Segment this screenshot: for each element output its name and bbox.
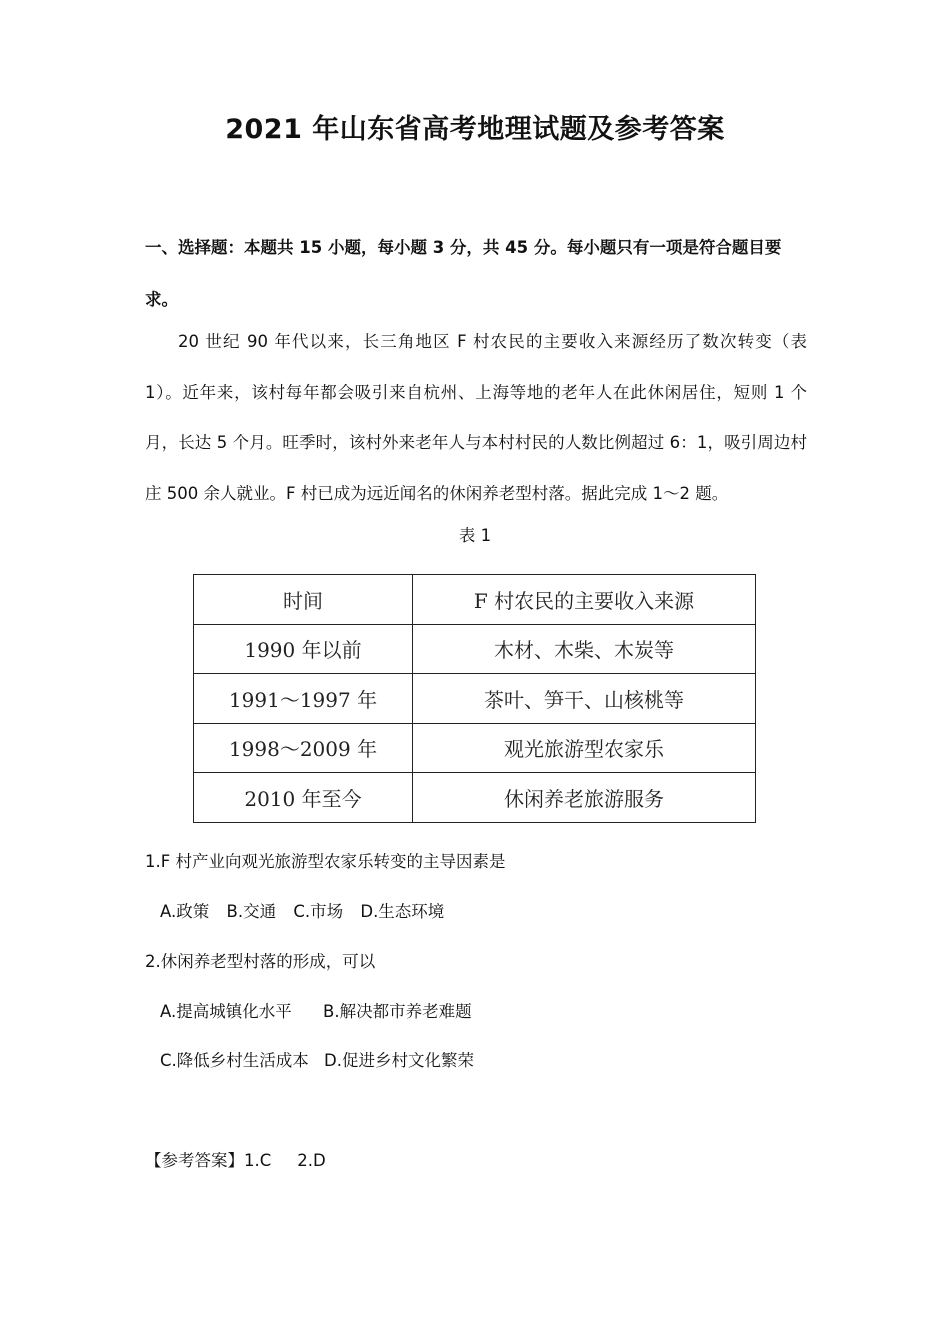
question-1-option-c: C.市场 — [293, 902, 344, 921]
question-2-options-line-2 — [160, 1047, 474, 1071]
intro-paragraph: 20 世纪 90 年代以来，长三角地区 F 村农民的主要收入来源经历了数次转变（表 1）。近年来，该村每年都会吸引来自杭州、上海等地的老年人在此休闲居住，短则 1 个月，长达 5 个月。旺季时，该村外来老年人与本村村民的人数比例超过 6：1，吸引周边村庄 500 余人就业。F 村已成为远近闻名的休闲养老型村落。据此完成 1～2 题。 — [145, 332, 807, 503]
question-1-option-a: A.政策 — [160, 902, 210, 921]
section-heading: 一、选择题：本题共 15 小题，每小题 3 分，共 45 分。每小题只有一项是符合题目要求。 — [145, 238, 782, 309]
table-cell-income-source: 木材、木柴、木炭等 — [413, 624, 756, 674]
question-1-option-d: D.生态环境 — [360, 902, 445, 921]
page-title: 2021 年山东省高考地理试题及参考答案 — [225, 114, 725, 145]
question-1-stem: 1.F 村产业向观光旅游型农家乐转变的主导因素是 — [145, 852, 506, 871]
question-2-option-c: C.降低乡村生活成本 — [160, 1051, 309, 1070]
question-2-option-b: B.解决都市养老难题 — [323, 1002, 472, 1021]
answer-key-label: 【参考答案】 — [145, 1151, 244, 1170]
question-2-option-d: D.促进乡村文化繁荣 — [324, 1051, 474, 1070]
table-caption: 表 1 — [458, 526, 492, 545]
answer-1: 1.C — [244, 1151, 272, 1170]
answer-key — [145, 1147, 326, 1171]
table-cell-income-source: 休闲养老旅游服务 — [413, 773, 756, 823]
question-1-options — [160, 898, 444, 922]
table-row — [194, 674, 756, 724]
table-header-row — [194, 575, 756, 625]
table-cell-income-source: 茶叶、笋干、山核桃等 — [413, 674, 756, 724]
table-cell-time: 1990 年以前 — [194, 624, 413, 674]
question-1-option-b: B.交通 — [226, 902, 277, 921]
table-cell-income-source: 观光旅游型农家乐 — [413, 723, 756, 773]
table-cell-time: 1998～2009 年 — [194, 723, 413, 773]
table-header-time: 时间 — [194, 575, 413, 625]
table-cell-time: 1991～1997 年 — [194, 674, 413, 724]
table-row — [194, 723, 756, 773]
table-row — [194, 773, 756, 823]
question-2-option-a: A.提高城镇化水平 — [160, 1002, 292, 1021]
table-row — [194, 624, 756, 674]
question-2-options-line-1 — [160, 998, 472, 1022]
table-header-income-source: F 村农民的主要收入来源 — [413, 575, 756, 625]
answer-2: 2.D — [297, 1151, 326, 1170]
question-2-stem: 2.休闲养老型村落的形成，可以 — [145, 952, 376, 971]
table-cell-time: 2010 年至今 — [194, 773, 413, 823]
income-source-table — [193, 574, 756, 823]
